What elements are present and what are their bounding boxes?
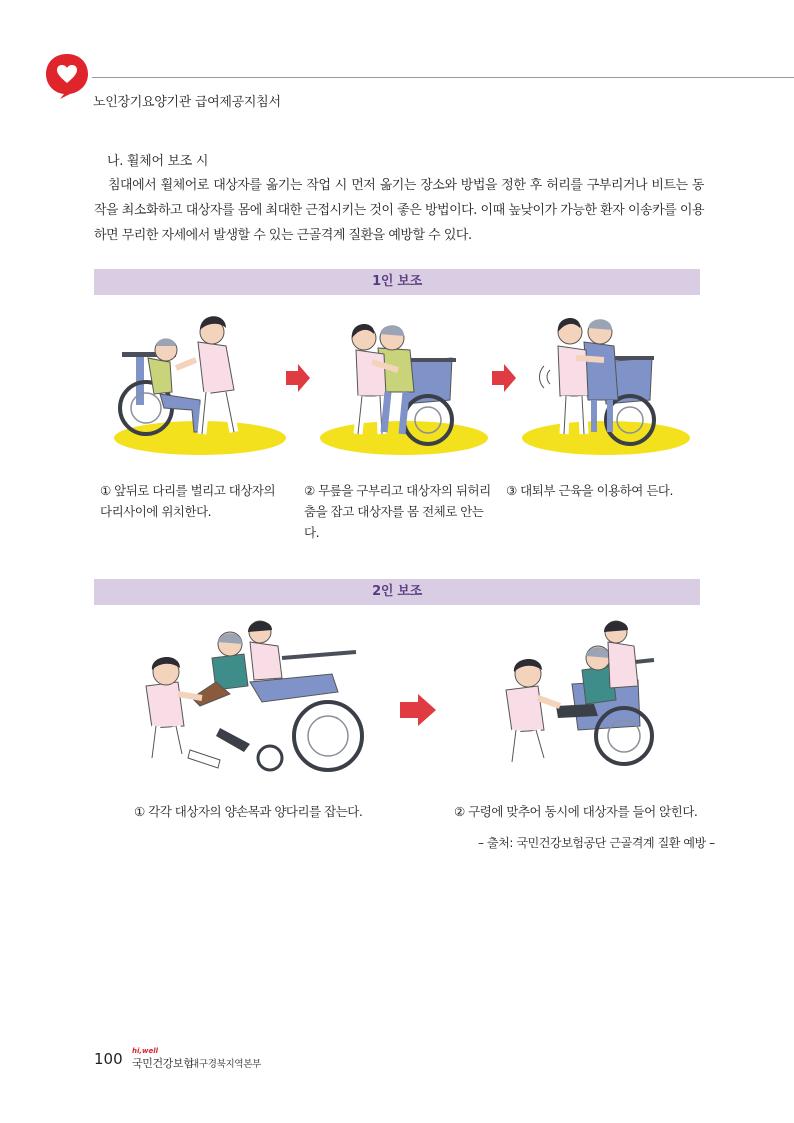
section-heading: 나. 휠체어 보조 시 <box>107 154 209 169</box>
footer-brand-tag: hi,well <box>132 1047 159 1055</box>
step3-caption: ③ 대퇴부 근육을 이용하여 든다. <box>506 483 673 498</box>
two-person-step2-caption: ② 구령에 맞추어 동시에 대상자를 들어 앉힌다. <box>454 804 698 819</box>
two-person-step1-caption: ① 각각 대상자의 양손목과 양다리를 잡는다. <box>134 804 363 819</box>
section-paragraph: 침대에서 휠체어로 대상자를 옮기는 작업 시 먼저 옮기는 장소와 방법을 정한 후 허리를 구부리거나 비트는 동작을 최소화하고 대상자를 몸에 최대한 근접시키는 것이 좋은 방법이다. 이때 높낮이가 가능한 환자 이송카를 이용하면 무리한 자세에서 발생할 수 있는 근골격계 질환을 예방할 수 있다. <box>94 178 704 243</box>
step1-caption: ① 앞뒤로 다리를 벌리고 대상자의 다리사이에 위치한다. <box>100 483 276 519</box>
banner-one-person: 1인 보조 <box>94 269 700 295</box>
step3-illustration <box>514 300 694 460</box>
banner-two-person: 2인 보조 <box>94 579 700 605</box>
arrow-right-icon <box>398 692 438 728</box>
two-person-step1-illustration <box>132 618 372 790</box>
step2-caption: ② 무릎을 구부리고 대상자의 뒤허리춤을 잡고 대상자를 몸 전체로 안는다. <box>304 483 491 540</box>
source-citation: – 출처: 국민건강보험공단 근골격계 질환 예방 – <box>478 836 715 850</box>
two-person-step2-illustration <box>498 614 664 774</box>
page-number: 100 <box>94 1050 123 1068</box>
arrow-right-icon <box>284 362 312 394</box>
header-title: 노인장기요양기관 급여제공지침서 <box>93 95 281 110</box>
footer-brand-name: 국민건강보험 <box>132 1057 194 1070</box>
header-divider <box>92 77 794 78</box>
step1-illustration <box>108 300 288 460</box>
heart-logo-icon <box>44 52 90 100</box>
footer-region: 대구경북지역본부 <box>190 1059 262 1070</box>
step2-illustration <box>312 300 502 460</box>
